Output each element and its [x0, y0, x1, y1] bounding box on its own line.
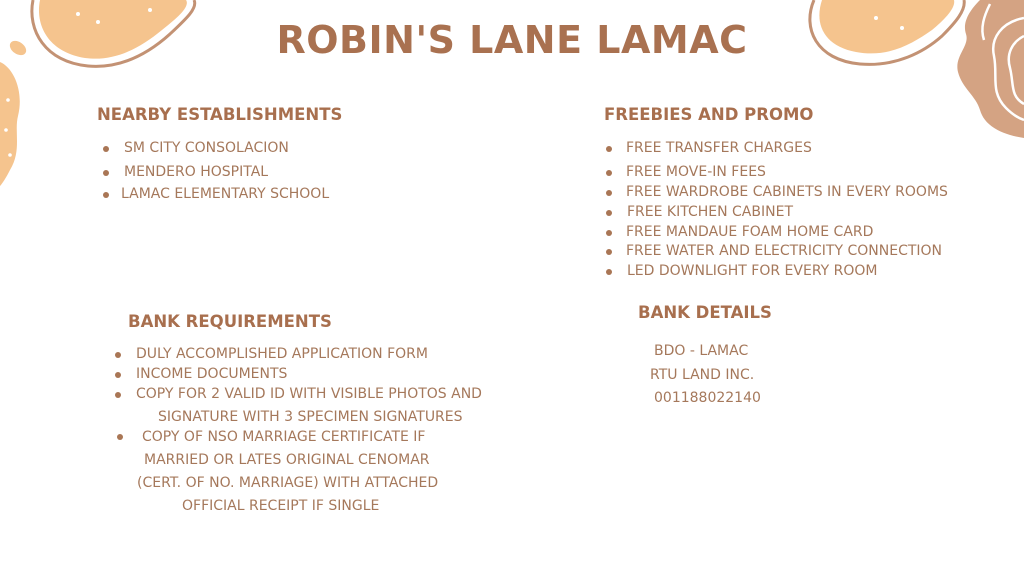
bank-name: BDO - LAMAC [654, 343, 749, 359]
bullet [115, 352, 121, 358]
bullet [606, 170, 612, 176]
bullet [606, 230, 612, 236]
bullet [103, 192, 109, 198]
bullet [115, 392, 121, 398]
list-item: SM CITY CONSOLACION [124, 140, 289, 156]
bullet [103, 170, 109, 176]
bank-requirements-heading: BANK REQUIREMENTS [128, 312, 332, 331]
bullet [115, 372, 121, 378]
bullet [606, 210, 612, 216]
bullet [606, 269, 612, 275]
freebies-heading: FREEBIES AND PROMO [604, 105, 814, 124]
list-item: LAMAC ELEMENTARY SCHOOL [121, 186, 330, 202]
account-number: 001188022140 [654, 390, 761, 406]
list-item: FREE WATER AND ELECTRICITY CONNECTION [626, 243, 943, 259]
list-item: COPY FOR 2 VALID ID WITH VISIBLE PHOTOS AND [136, 386, 482, 402]
list-item: FREE WARDROBE CABINETS IN EVERY ROOMS [626, 184, 948, 200]
page-title: ROBIN'S LANE LAMAC [276, 18, 748, 62]
bullet [606, 249, 612, 255]
list-item-continuation: (CERT. OF NO. MARRIAGE) WITH ATTACHED [137, 475, 439, 491]
bullet [103, 146, 109, 152]
bullet [606, 190, 612, 196]
bullet [117, 434, 123, 440]
list-item-continuation: OFFICIAL RECEIPT IF SINGLE [182, 498, 380, 514]
bank-details-heading: BANK DETAILS [638, 303, 772, 322]
list-item-continuation: MARRIED OR LATES ORIGINAL CENOMAR [144, 452, 430, 468]
list-item: FREE MANDAUE FOAM HOME CARD [626, 224, 874, 240]
list-item: FREE KITCHEN CABINET [627, 204, 793, 220]
list-item: FREE TRANSFER CHARGES [626, 140, 812, 156]
list-item: DULY ACCOMPLISHED APPLICATION FORM [136, 346, 428, 362]
list-item: LED DOWNLIGHT FOR EVERY ROOM [627, 263, 878, 279]
list-item: MENDERO HOSPITAL [124, 164, 269, 180]
account-name: RTU LAND INC. [650, 367, 755, 383]
list-item: FREE MOVE-IN FEES [626, 164, 766, 180]
list-item: INCOME DOCUMENTS [136, 366, 288, 382]
nearby-heading: NEARBY ESTABLISHMENTS [97, 105, 343, 124]
bullet [606, 146, 612, 152]
list-item: COPY OF NSO MARRIAGE CERTIFICATE IF [142, 429, 426, 445]
list-item-continuation: SIGNATURE WITH 3 SPECIMEN SIGNATURES [158, 409, 463, 425]
